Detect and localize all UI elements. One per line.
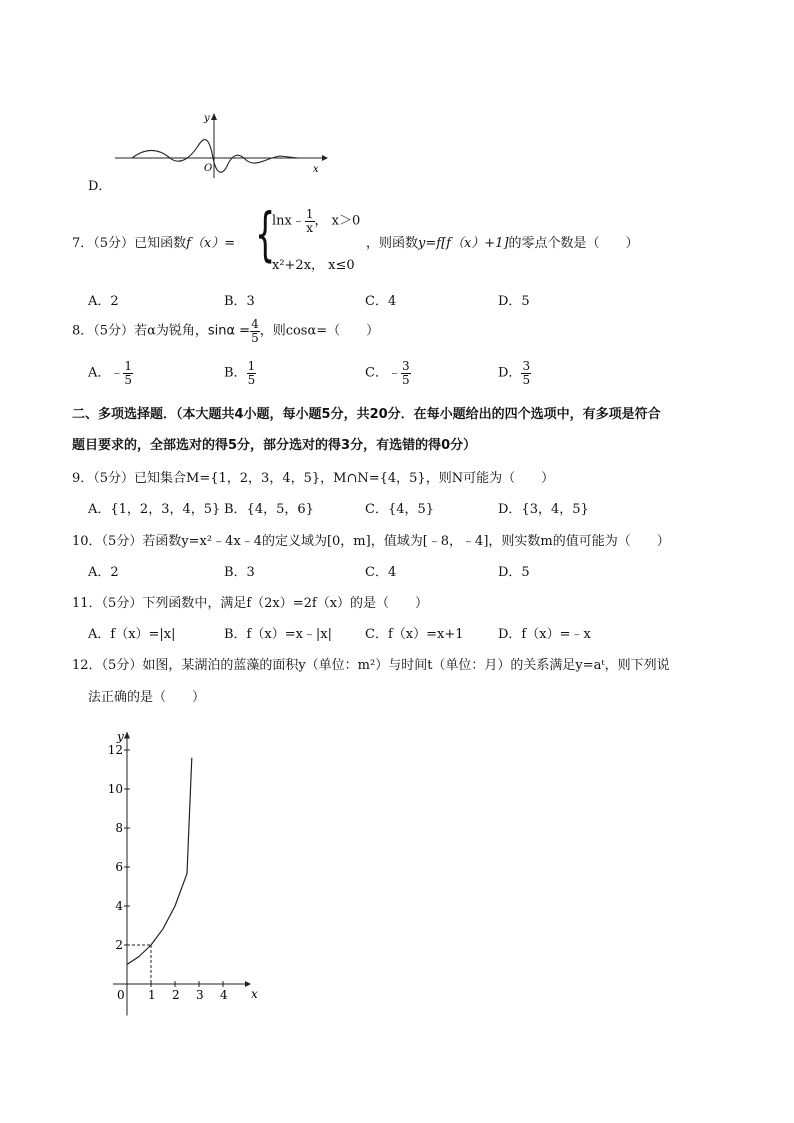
section-2-heading-line1: 二、多项选择题．（本大题共4小题，每小题5分，共20分．在每小题给出的四个选项中，有多项是符合 xyxy=(72,407,661,422)
q8-score: （5分） xyxy=(93,323,135,339)
chart-y-tick-label: 12 xyxy=(107,743,123,757)
q8-number: 8． xyxy=(72,323,94,339)
q11-option-b[interactable]: B．f（x）=x﹣|x| xyxy=(224,627,333,642)
q11-option-c[interactable]: C．f（x）=x+1 xyxy=(365,627,464,642)
q8-stem-pre: 若α为锐角， xyxy=(134,323,208,339)
q8-option-b-letter: B． xyxy=(224,365,247,381)
q8-sin-label: sinα = xyxy=(207,323,251,339)
question-10-stem: 10．（5分）若函数y=x²﹣4x﹣4的定义域为[0，m]，值域为[﹣8，﹣4]，则实数m的值可能为（ ） xyxy=(72,534,670,549)
q7-option-b[interactable]: B．3 xyxy=(224,294,255,309)
q8-option-c[interactable] xyxy=(365,360,411,386)
q9-option-c[interactable]: C．{4，5} xyxy=(365,502,435,517)
option-d-graph xyxy=(110,108,330,180)
q8-option-c-fraction xyxy=(401,360,411,386)
q7-piece1-frac-num: 1 xyxy=(305,207,314,221)
q7-option-c[interactable]: C．4 xyxy=(365,294,397,309)
q8-sin-num: 4 xyxy=(251,317,259,331)
question-8-stem xyxy=(72,318,379,344)
q8-option-d-letter: D． xyxy=(498,365,522,381)
q10-option-c[interactable]: C．4 xyxy=(365,565,397,580)
q7-piece1-cond: ， x＞0 xyxy=(314,213,361,229)
chart-y-tick-label: 8 xyxy=(115,821,123,835)
q7-option-d[interactable]: D．5 xyxy=(498,294,530,309)
option-d-label: D． xyxy=(88,179,112,194)
q8-option-d-num: 3 xyxy=(522,359,531,373)
chart-y-tick-label: 6 xyxy=(115,860,123,874)
chart-y-tick-label: 2 xyxy=(115,938,123,952)
q7-piece-2: x²+2x， x≤0 xyxy=(272,258,355,273)
q8-option-b[interactable] xyxy=(224,360,256,386)
chart-series-curve xyxy=(127,758,192,965)
chart-x-tick-label: 0 xyxy=(117,988,125,1002)
q8-option-b-den: 5 xyxy=(247,372,256,387)
q10-option-a[interactable]: A．2 xyxy=(88,565,119,580)
q8-sin-fraction xyxy=(250,318,260,344)
chart-y-arrow xyxy=(124,732,130,739)
chart-x-tick-label: 3 xyxy=(196,988,204,1002)
q8-option-a-den: 5 xyxy=(124,372,133,387)
q7-stem-post: ，则函数 xyxy=(366,236,419,251)
q8-option-b-num: 1 xyxy=(247,359,256,373)
q7-piece1-fraction xyxy=(305,208,315,234)
q10-option-b[interactable]: B．3 xyxy=(224,565,255,580)
question-7-stem-left xyxy=(72,232,235,251)
chart-y-tick-label: 4 xyxy=(115,899,123,913)
q8-option-a-sign: ﹣ xyxy=(110,365,124,381)
q7-stem-end: 的零点个数是（ ） xyxy=(508,236,639,251)
q8-sin-den: 5 xyxy=(251,330,259,345)
chart-y-tick-label: 10 xyxy=(107,782,123,796)
graph-d-curve xyxy=(132,140,298,173)
q8-option-d-fraction xyxy=(521,360,531,386)
q7-brace: { xyxy=(255,200,276,268)
q7-number: 7． xyxy=(72,236,94,251)
chart-x-tick-label: 4 xyxy=(220,988,228,1002)
question-12-stem-line1: 12．（5分）如图，某湖泊的蓝藻的面积y（单位：m²）与时间t（单位：月）的关系满足y=aᵗ，则下列说 xyxy=(72,658,670,673)
q9-option-a[interactable]: A．{1，2，3，4，5} xyxy=(88,502,221,517)
q7-option-a[interactable]: A．2 xyxy=(88,294,119,309)
q8-option-c-sign: ﹣ xyxy=(387,365,401,381)
q8-option-c-num: 3 xyxy=(401,359,410,373)
q7-piece1-text: lnx﹣ xyxy=(272,213,305,229)
section-2-heading-line2: 题目要求的，全部选对的得5分，部分选对的得3分，有选错的得0分） xyxy=(72,438,477,453)
question-11-stem: 11．（5分）下列函数中，满足f（2x）=2f（x）的是（ ） xyxy=(72,596,429,611)
chart-x-tick-label: 2 xyxy=(172,988,180,1002)
q8-option-a-num: 1 xyxy=(124,359,133,373)
q7-fx: f（x）= xyxy=(186,236,236,251)
q10-option-d[interactable]: D．5 xyxy=(498,565,530,580)
q9-option-d[interactable]: D．{3，4，5} xyxy=(498,502,589,517)
q8-option-b-fraction xyxy=(247,360,257,386)
q12-growth-chart xyxy=(90,708,260,1023)
q8-option-a-fraction xyxy=(123,360,133,386)
question-7-stem-right xyxy=(366,232,639,251)
q8-option-c-den: 5 xyxy=(401,372,410,387)
q7-piece-1 xyxy=(272,208,360,234)
graph-d-origin-label: O xyxy=(204,163,213,174)
q8-option-d-den: 5 xyxy=(522,372,531,387)
graph-d-y-label: y xyxy=(204,113,210,124)
q8-stem-post: ，则cosα=（ ） xyxy=(259,323,380,339)
q8-option-c-letter: C． xyxy=(365,365,388,381)
q9-option-b[interactable]: B．{4，5，6} xyxy=(224,502,314,517)
q11-option-a[interactable]: A．f（x）=|x| xyxy=(88,627,176,642)
question-12-stem-line2: 法正确的是（ ） xyxy=(88,690,206,705)
q7-piece1-frac-den: x xyxy=(306,220,314,235)
chart-x-tick-label: 1 xyxy=(148,988,156,1002)
q7-stem-pre: 已知函数 xyxy=(134,236,187,251)
chart-x-label: x xyxy=(251,987,258,1001)
graph-d-x-label: x xyxy=(313,164,319,175)
graph-d-x-arrow xyxy=(322,155,328,161)
question-9-stem: 9．（5分）已知集合M={1，2，3，4，5}，M∩N={4，5}，则N可能为（ ） xyxy=(72,471,555,486)
q8-option-a-letter: A． xyxy=(88,365,111,381)
graph-d-y-arrow xyxy=(211,113,217,120)
chart-y-label: y xyxy=(117,729,124,744)
q8-option-d[interactable] xyxy=(498,360,531,386)
q8-option-a[interactable] xyxy=(88,360,133,386)
q7-compose: y=f[f（x）+1] xyxy=(418,236,509,251)
q11-option-d[interactable]: D．f（x）=﹣x xyxy=(498,627,591,642)
q7-score: （5分） xyxy=(93,236,135,251)
